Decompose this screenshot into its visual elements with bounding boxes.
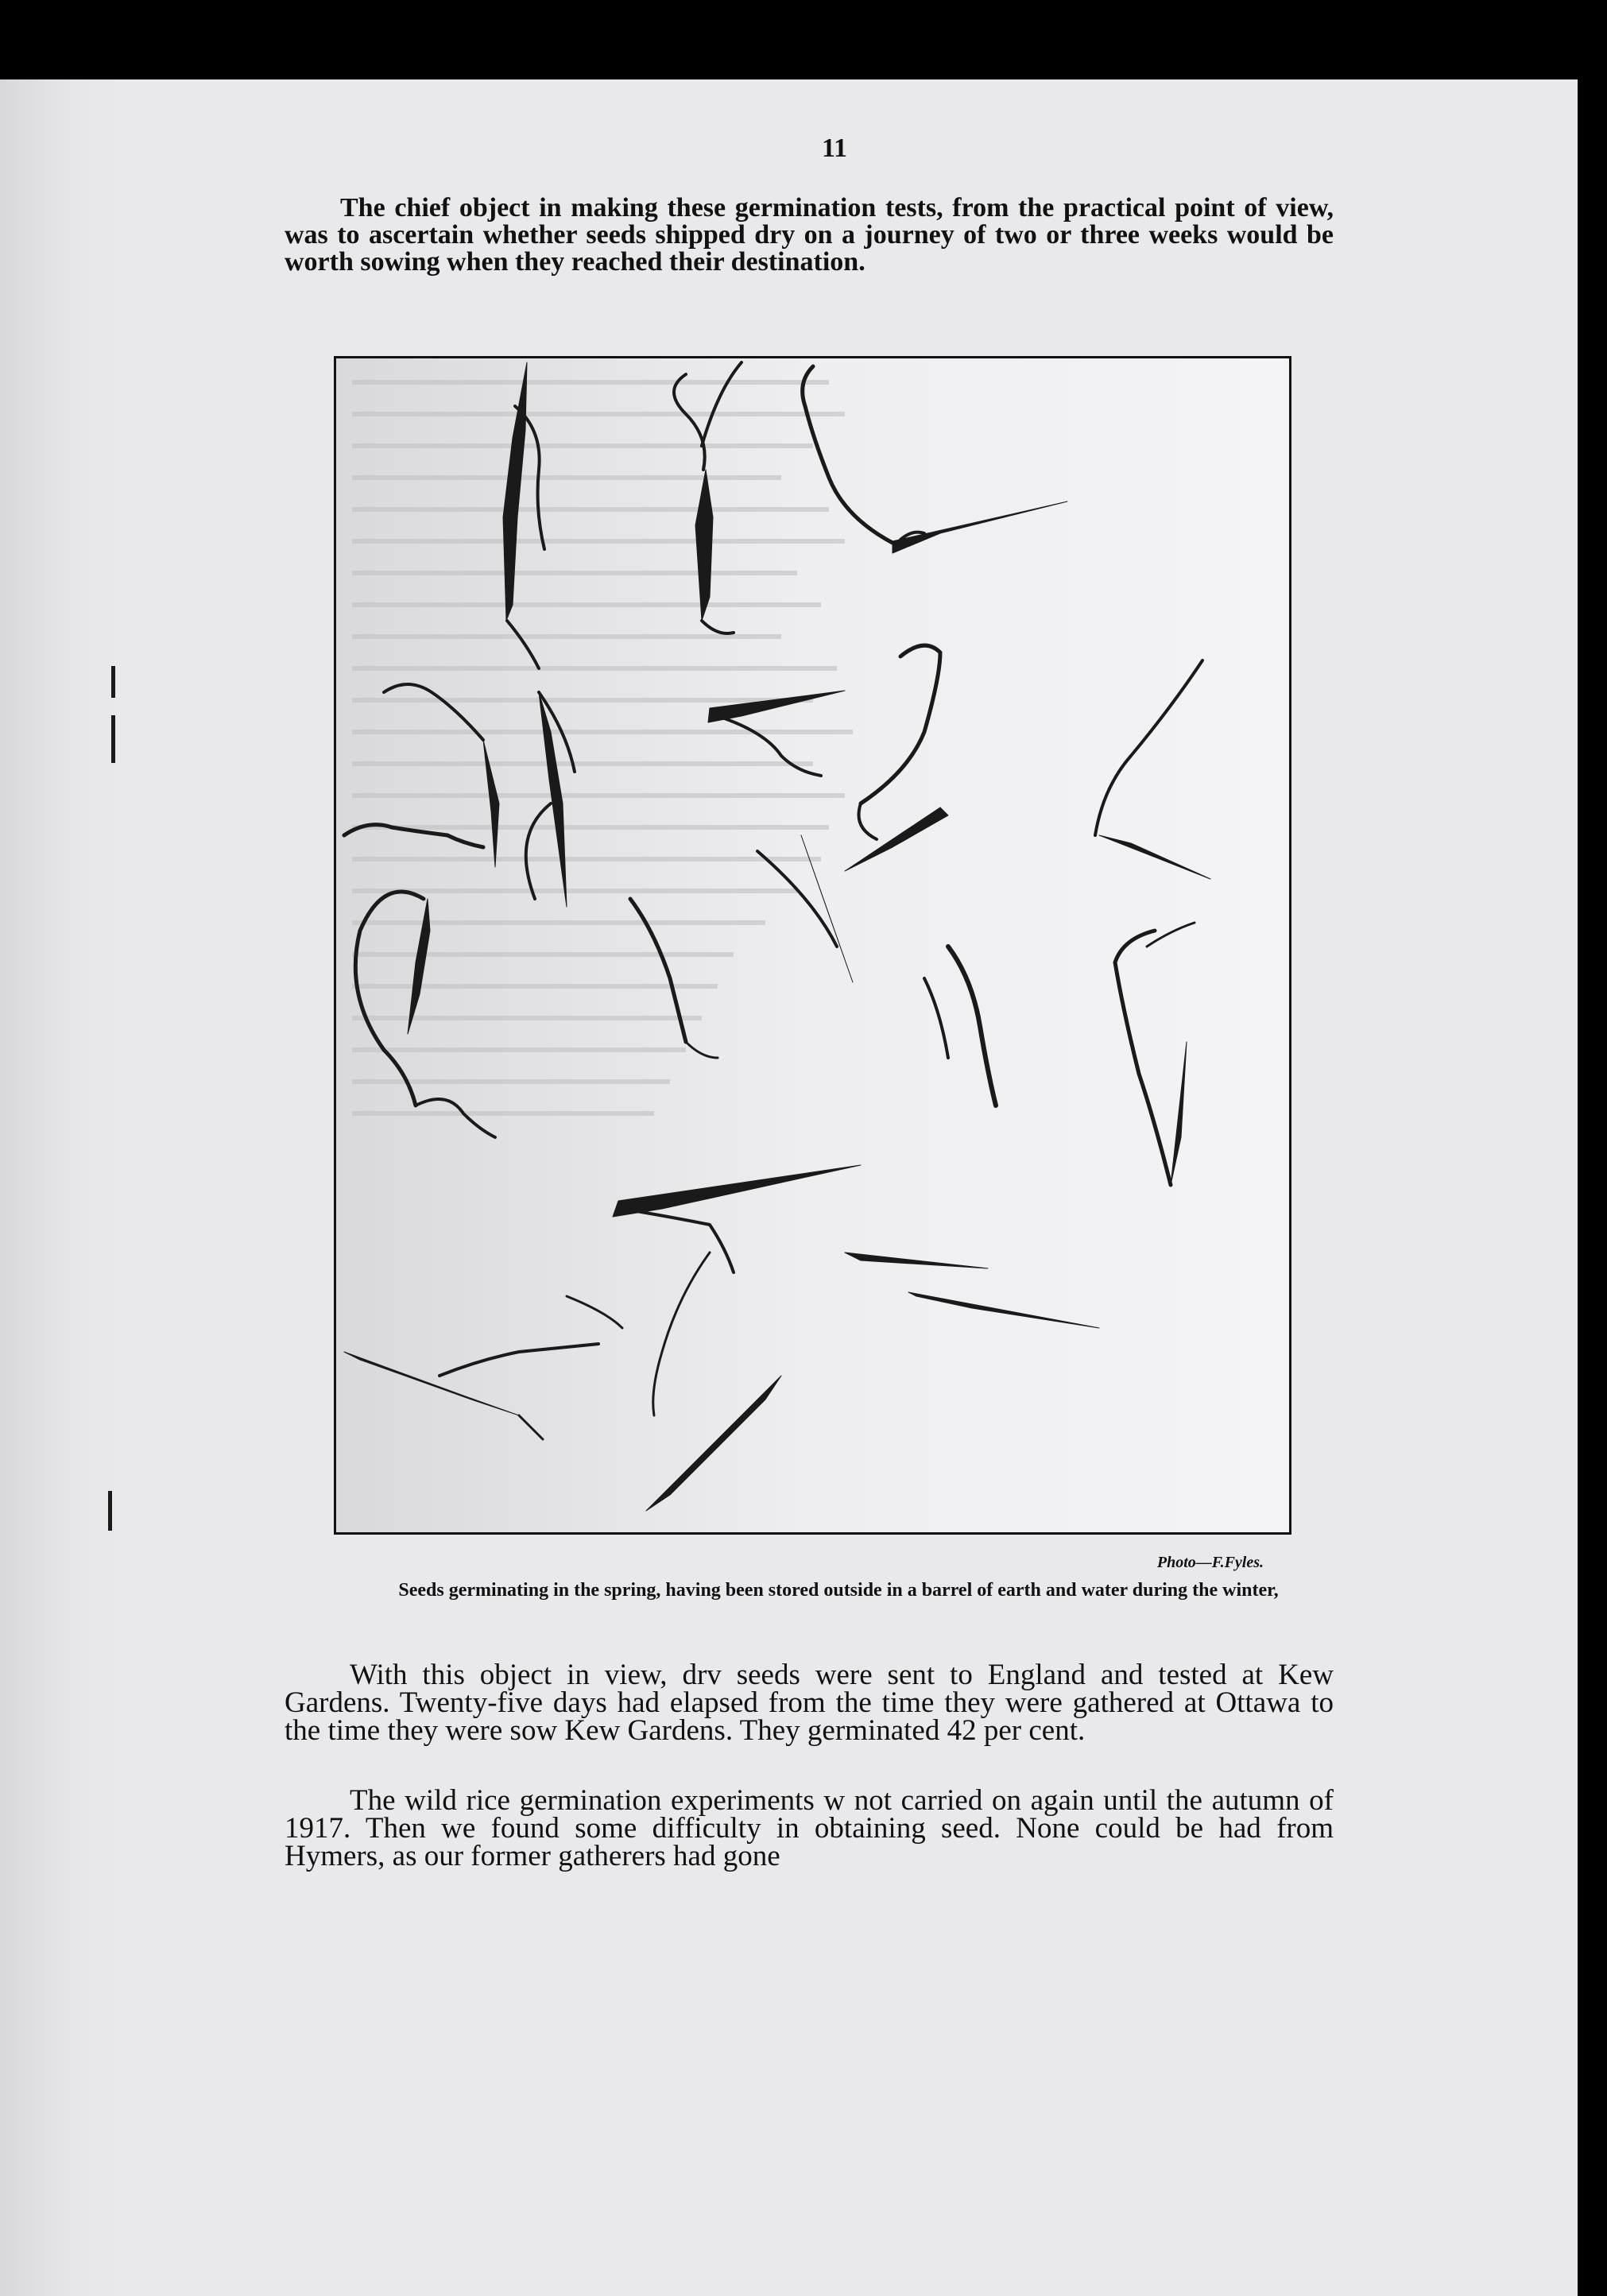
page-fold-shadow bbox=[0, 79, 119, 2296]
figure-caption: Seeds germinating in the spring, having been stored outside in a barrel of earth and water during the winter, bbox=[398, 1580, 1279, 1601]
margin-mark bbox=[111, 715, 115, 763]
paragraph-kew-gardens: With this object in view, drv seeds were sent to England and tested at Kew Gardens. Twenty-five days had elapsed from the time they were gathered at Ottawa to the time they were sow Kew Gardens. They germinated 42 per cent. bbox=[285, 1659, 1334, 1747]
margin-mark bbox=[108, 1491, 112, 1531]
page-number: 11 bbox=[821, 134, 848, 163]
margin-mark bbox=[111, 666, 115, 698]
photo-credit: Photo—F.Fyles. bbox=[1156, 1554, 1264, 1571]
paragraph-intro: The chief object in making these germination tests, from the practical point of view, was to ascertain whether seeds shipped dry on a journey of two or three weeks would be worth sowing when they reached their destination. bbox=[285, 193, 1334, 277]
seed-germination-photo bbox=[334, 356, 1291, 1535]
paragraph-experiments: The wild rice germination experiments w not carried on again until the autumn of 1917. Then we found some difficulty in obtaining seed. None could be had from Hymers, as our former gatherers had gone bbox=[285, 1787, 1334, 1872]
